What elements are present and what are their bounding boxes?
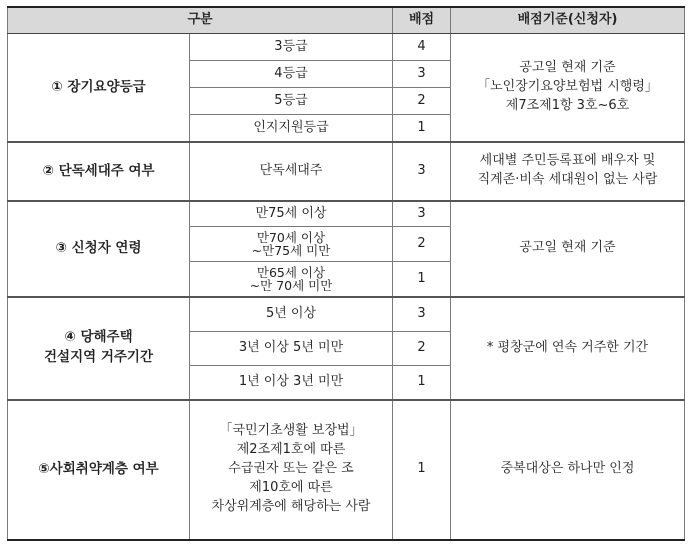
item-score: 2 [393, 332, 451, 366]
item-score: 2 [393, 88, 451, 115]
category-single-householder: ② 단독세대주 여부 [8, 142, 190, 201]
item-score: 1 [393, 366, 451, 400]
standard-cell: * 평창군에 연속 거주한 기간 [451, 297, 685, 400]
item-label-line: 만70세 이상 [256, 229, 326, 245]
item-label: 3년 이상 5년 미만 [190, 332, 393, 366]
category-line: ④ 당해주택 [64, 329, 133, 346]
item-score: 3 [393, 297, 451, 332]
category-long-term-care-grade: ① 장기요양등급 [8, 34, 190, 142]
header-row [8, 7, 685, 34]
item-label-line: ~만75세 미만 [251, 243, 331, 258]
item-label: 5년 이상 [190, 297, 393, 332]
category-applicant-age: ③ 신청자 연령 [8, 201, 190, 297]
item-score: 1 [393, 400, 451, 540]
item-label-line: 차상위계층에 해당하는 사람 [211, 498, 371, 514]
header-standard: 배점기준(신청자) [451, 7, 685, 34]
item-label: 4등급 [190, 61, 393, 88]
table-row [8, 400, 685, 540]
category-residence-period [8, 297, 190, 400]
item-score: 4 [393, 34, 451, 61]
item-label-line: 「국민기초생활 보장법」 [219, 423, 363, 439]
table-row [8, 201, 685, 227]
standard-cell: 공고일 현재 기준 [451, 201, 685, 297]
standard-cell [451, 142, 685, 201]
table-row [8, 297, 685, 332]
standard-cell [451, 34, 685, 142]
standard-line: 「노인장기요양보험법 시행령」 [477, 78, 658, 94]
item-score: 3 [393, 142, 451, 201]
item-score: 3 [393, 61, 451, 88]
header-score: 배점 [393, 7, 451, 34]
header-category: 구분 [8, 7, 393, 34]
category-line: 건설지역 거주기간 [43, 349, 154, 365]
standard-line: 세대별 주민등록표에 배우자 및 [479, 153, 656, 169]
scoring-table [7, 6, 685, 541]
item-label [190, 262, 393, 297]
standard-line: 공고일 현재 기준 [519, 59, 616, 75]
item-label-line: 제2조제1호에 따른 [236, 442, 346, 458]
item-label-line: 수급권자 또는 같은 조 [228, 461, 354, 477]
standard-line: 제7조제1항 3호~6호 [505, 97, 630, 113]
item-label: 3등급 [190, 34, 393, 61]
item-label [190, 400, 393, 540]
item-score: 1 [393, 115, 451, 142]
item-label-line: 만65세 이상 [256, 264, 326, 280]
item-label: 1년 이상 3년 미만 [190, 366, 393, 400]
item-label: 만75세 이상 [190, 201, 393, 227]
item-score: 3 [393, 201, 451, 227]
category-vulnerable-group: ⑤사회취약계층 여부 [8, 400, 190, 540]
standard-line: 직계존·비속 세대원이 없는 사람 [477, 172, 658, 187]
item-score: 2 [393, 227, 451, 262]
item-label: 인지지원등급 [190, 115, 393, 142]
table-row [8, 34, 685, 61]
standard-cell: 중복대상은 하나만 인정 [451, 400, 685, 540]
table-row [8, 142, 685, 201]
item-score: 1 [393, 262, 451, 297]
item-label-line: 제10호에 따른 [249, 479, 333, 495]
item-label: 단독세대주 [190, 142, 393, 201]
item-label-line: ~만 70세 미만 [249, 277, 333, 293]
item-label: 5등급 [190, 88, 393, 115]
item-label [190, 227, 393, 262]
